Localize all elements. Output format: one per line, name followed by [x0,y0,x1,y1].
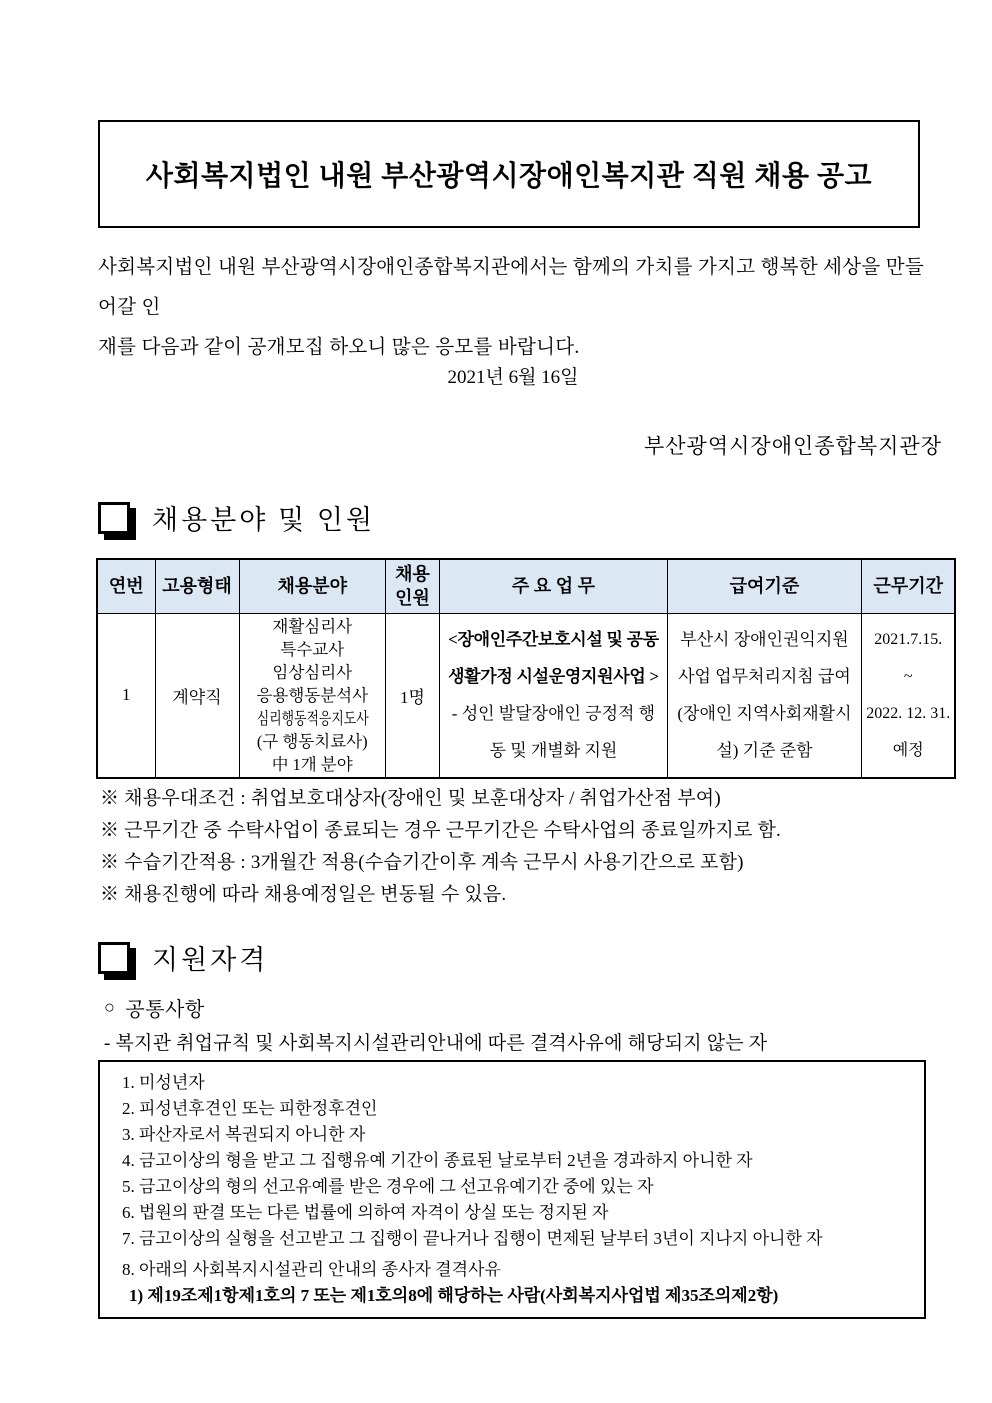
note-line: ※ 근무기간 중 수탁사업이 종료되는 경우 근무기간은 수탁사업의 종료일까지로 함. [100,820,781,841]
document-title: 사회복지법인 내원 부산광역시장애인복지관 직원 채용 공고 [145,161,873,192]
cell-field [239,613,385,778]
table-row [97,613,955,778]
cell-duties [439,613,667,778]
disqualification-item: 6. 법원의 판결 또는 다른 법률에 의하여 자격이 상실 또는 정지된 자 [122,1203,609,1222]
section-heading-recruitment [98,498,375,537]
intro-paragraph [98,248,942,368]
note-line: ※ 수습기간적용 : 3개월간 적용(수습기간이후 계속 근무시 사용기간으로 포함) [100,852,744,873]
disqualification-item: 2. 피성년후견인 또는 피한정후견인 [122,1099,378,1118]
section-title: 채용분야 및 인원 [152,505,376,535]
note-line: ※ 채용우대조건 : 취업보호대상자(장애인 및 보훈대상자 / 취업가산점 부여) [100,788,721,809]
disqualification-item: 8. 아래의 사회복지시설관리 안내의 종사자 결격사유 [122,1260,501,1279]
circle-bullet-icon: ○ [104,997,116,1017]
header-duties: 주 요 업 무 [439,559,667,613]
cell-no: 1 [97,613,155,778]
disqualification-item: 5. 금고이상의 형의 선고유예를 받은 경우에 그 선고유예기간 중에 있는 자 [122,1177,654,1196]
disqualification-item: 7. 금고이상의 실형을 선고받고 그 집행이 끝나거나 집행이 면제된 날부터 3년이 지나지 아니한 자 [122,1229,823,1248]
intro-line: 사회복지법인 내원 부산광역시장애인종합복지관에서는 함께의 가치를 가지고 행복한 세상을 만들어갈 인 [98,257,925,318]
cell-employment-type: 계약직 [155,613,239,778]
cell-period: 2021.7.15. ~ 2022. 12. 31. 예정 [861,613,955,778]
table-header-row [97,559,955,613]
square-bullet-icon [98,942,130,974]
cell-salary: 부산시 장애인권익지원사업 업무처리지침 급여 (장애인 지역사회재활시설) 기준 준함 [667,613,861,778]
disqualification-sub-item: 1) 제19조제1항제1호의 7 또는 제1호의8에 해당하는 사람(사회복지사업법 제35조의제2항) [129,1286,779,1305]
recruitment-notes [100,783,940,911]
disqualification-item: 4. 금고이상의 형을 받고 그 집행유예 기간이 종료된 날로부터 2년을 경과하지 아니한 자 [122,1151,753,1170]
disqualification-box [98,1060,926,1319]
header-employment-type: 고용형태 [155,559,239,613]
common-requirements-line [104,993,205,1022]
field-lines: 재활심리사 특수교사 임상심리사 응용행동분석사 심리행동적응지도사 (구 행동치료사) 中 1개 분야 [256,616,369,774]
note-line: ※ 채용진행에 따라 채용예정일은 변동될 수 있음. [100,884,507,905]
header-no: 연번 [97,559,155,613]
header-field: 채용분야 [239,559,385,613]
cell-headcount: 1명 [385,613,439,778]
common-requirements-title: 공통사항 [125,999,205,1021]
disqualification-item: 3. 파산자로서 복권되지 아니한 자 [122,1125,366,1144]
header-salary: 급여기준 [667,559,861,613]
header-headcount: 채용 인원 [385,559,439,613]
square-bullet-icon [98,502,130,534]
document-date: 2021년 6월 16일 [447,367,579,388]
disqualification-item: 1. 미성년자 [122,1073,205,1092]
document-title-box [98,120,920,228]
document-signer: 부산광역시장애인종합복지관장 [643,434,942,458]
section-heading-qualification [98,938,268,977]
header-period: 근무기간 [861,559,955,613]
section-title: 지원자격 [152,945,269,975]
recruitment-table [96,558,956,779]
common-requirements-desc: - 복지관 취업규칙 및 사회복지시설관리안내에 따른 결격사유에 해당되지 않는 자 [104,1033,768,1054]
duties-detail: - 성인 발달장애인 긍정적 행동 및 개별화 지원 [451,704,656,760]
intro-line: 재를 다음과 같이 공개모집 하오니 많은 응모를 바랍니다. [98,337,580,358]
duties-title: <장애인주간보호시설 및 공동생활가정 시설운영지원사업 > [448,630,659,686]
